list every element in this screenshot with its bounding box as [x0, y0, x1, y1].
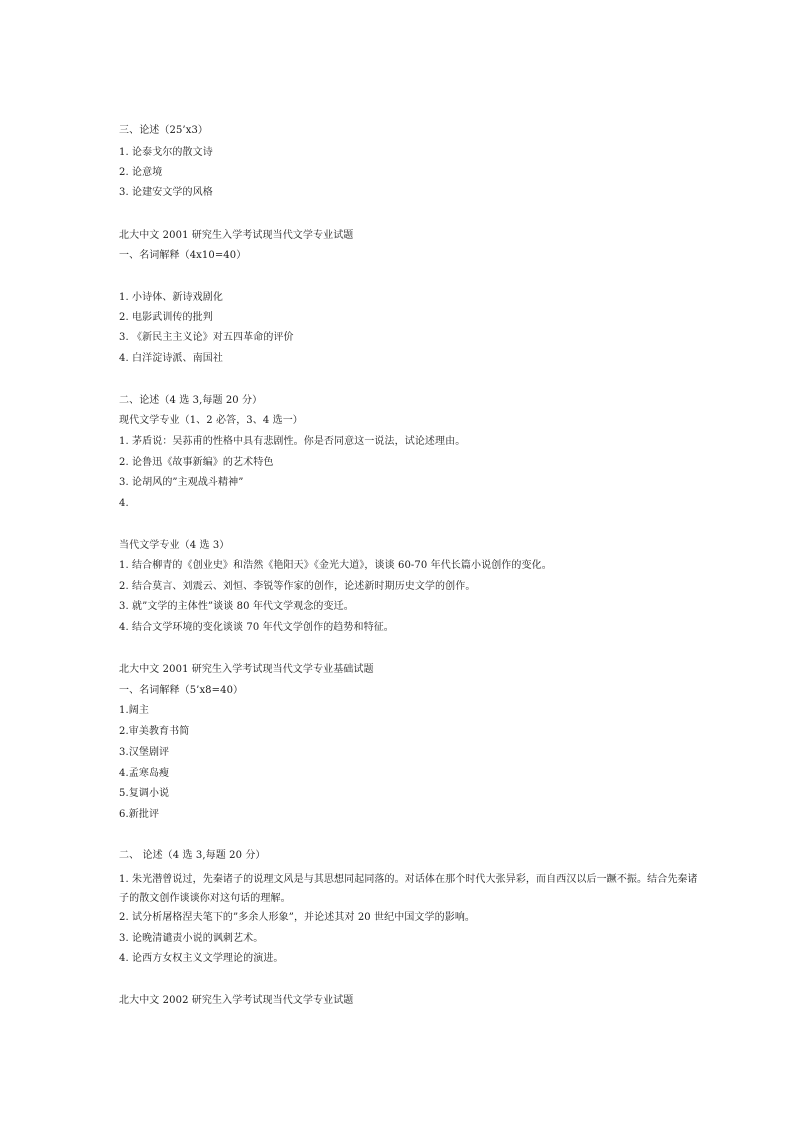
list-item: 3. 论建安文学的风格	[119, 187, 213, 198]
section-heading: 三、论述（25’x3）	[119, 125, 209, 136]
subsection-heading: 现代文学专业（1、2 必答，3、4 选一）	[119, 415, 303, 426]
list-item: 1. 结合柳青的《创业史》和浩然《艳阳天》《金光大道》，谈谈 60-70 年代长篇小说创作的变化。	[119, 560, 552, 571]
list-item: 4. 结合文学环境的变化谈谈 70 年代文学创作的趋势和特征。	[119, 622, 394, 633]
list-item: 3. 《新民主主义论》对五四革命的评价	[119, 332, 294, 343]
list-item: 2.审美教育书简	[119, 726, 190, 737]
list-item: 1. 茅盾说：吴荪甫的性格中具有悲剧性。你是否同意这一说法，试论述理由。	[119, 436, 466, 447]
exam-title: 北大中文 2002 研究生入学考试现当代文学专业试题	[119, 995, 354, 1006]
list-item: 3. 论胡风的”主观战斗精神”	[119, 477, 244, 488]
list-item: 3. 就”文学的主体性”谈谈 80 年代文学观念的变迁。	[119, 601, 354, 612]
section-heading: 一、名词解释（5’x8=40）	[119, 685, 244, 696]
section-heading: 二、 论述（4 选 3,每题 20 分）	[119, 850, 266, 861]
list-item: 2. 论鲁迅《故事新编》的艺术特色	[119, 457, 274, 468]
list-item: 4. 论西方女权主义文学理论的演进。	[119, 953, 284, 964]
list-item: 4. 白洋淀诗派、南国社	[119, 353, 223, 364]
list-item: 2. 结合莫言、刘震云、刘恒、李锐等作家的创作，论述新时期历史文学的创作。	[119, 581, 476, 592]
exam-title: 北大中文 2001 研究生入学考试现当代文学专业基础试题	[119, 664, 374, 675]
list-item: 1.阔主	[119, 705, 149, 716]
section-heading: 一、名词解释（4x10=40）	[119, 250, 247, 261]
list-item: 6.新批评	[119, 809, 160, 820]
list-item: 1. 朱光潜曾说过，先秦诸子的说理文风是与其思想同起同落的。对话体在那个时代大张异彩，而自西汉以后一蹶不振。结合先秦诸子的散文创作谈谈你对这句话的理解。	[119, 874, 698, 904]
list-item: 4.孟寒岛瘦	[119, 768, 170, 779]
list-item: 3.汉堡剧评	[119, 747, 170, 758]
list-item: 1. 小诗体、新诗戏剧化	[119, 292, 223, 303]
list-item: 2. 试分析屠格涅夫笔下的”多余人形象”，并论述其对 20 世纪中国文学的影响。	[119, 912, 476, 923]
list-item: 3. 论晚清谴责小说的讽刺艺术。	[119, 933, 264, 944]
list-item: 1. 论泰戈尔的散文诗	[119, 147, 213, 158]
list-item: 2. 电影武训传的批判	[119, 312, 213, 323]
exam-title: 北大中文 2001 研究生入学考试现当代文学专业试题	[119, 230, 354, 241]
list-item: 5.复调小说	[119, 788, 170, 799]
subsection-heading: 当代文学专业（4 选 3）	[119, 540, 230, 551]
section-heading: 二、论述（4 选 3,每题 20 分）	[119, 395, 263, 406]
list-item: 2. 论意境	[119, 167, 163, 178]
list-item: 4.	[119, 498, 129, 509]
